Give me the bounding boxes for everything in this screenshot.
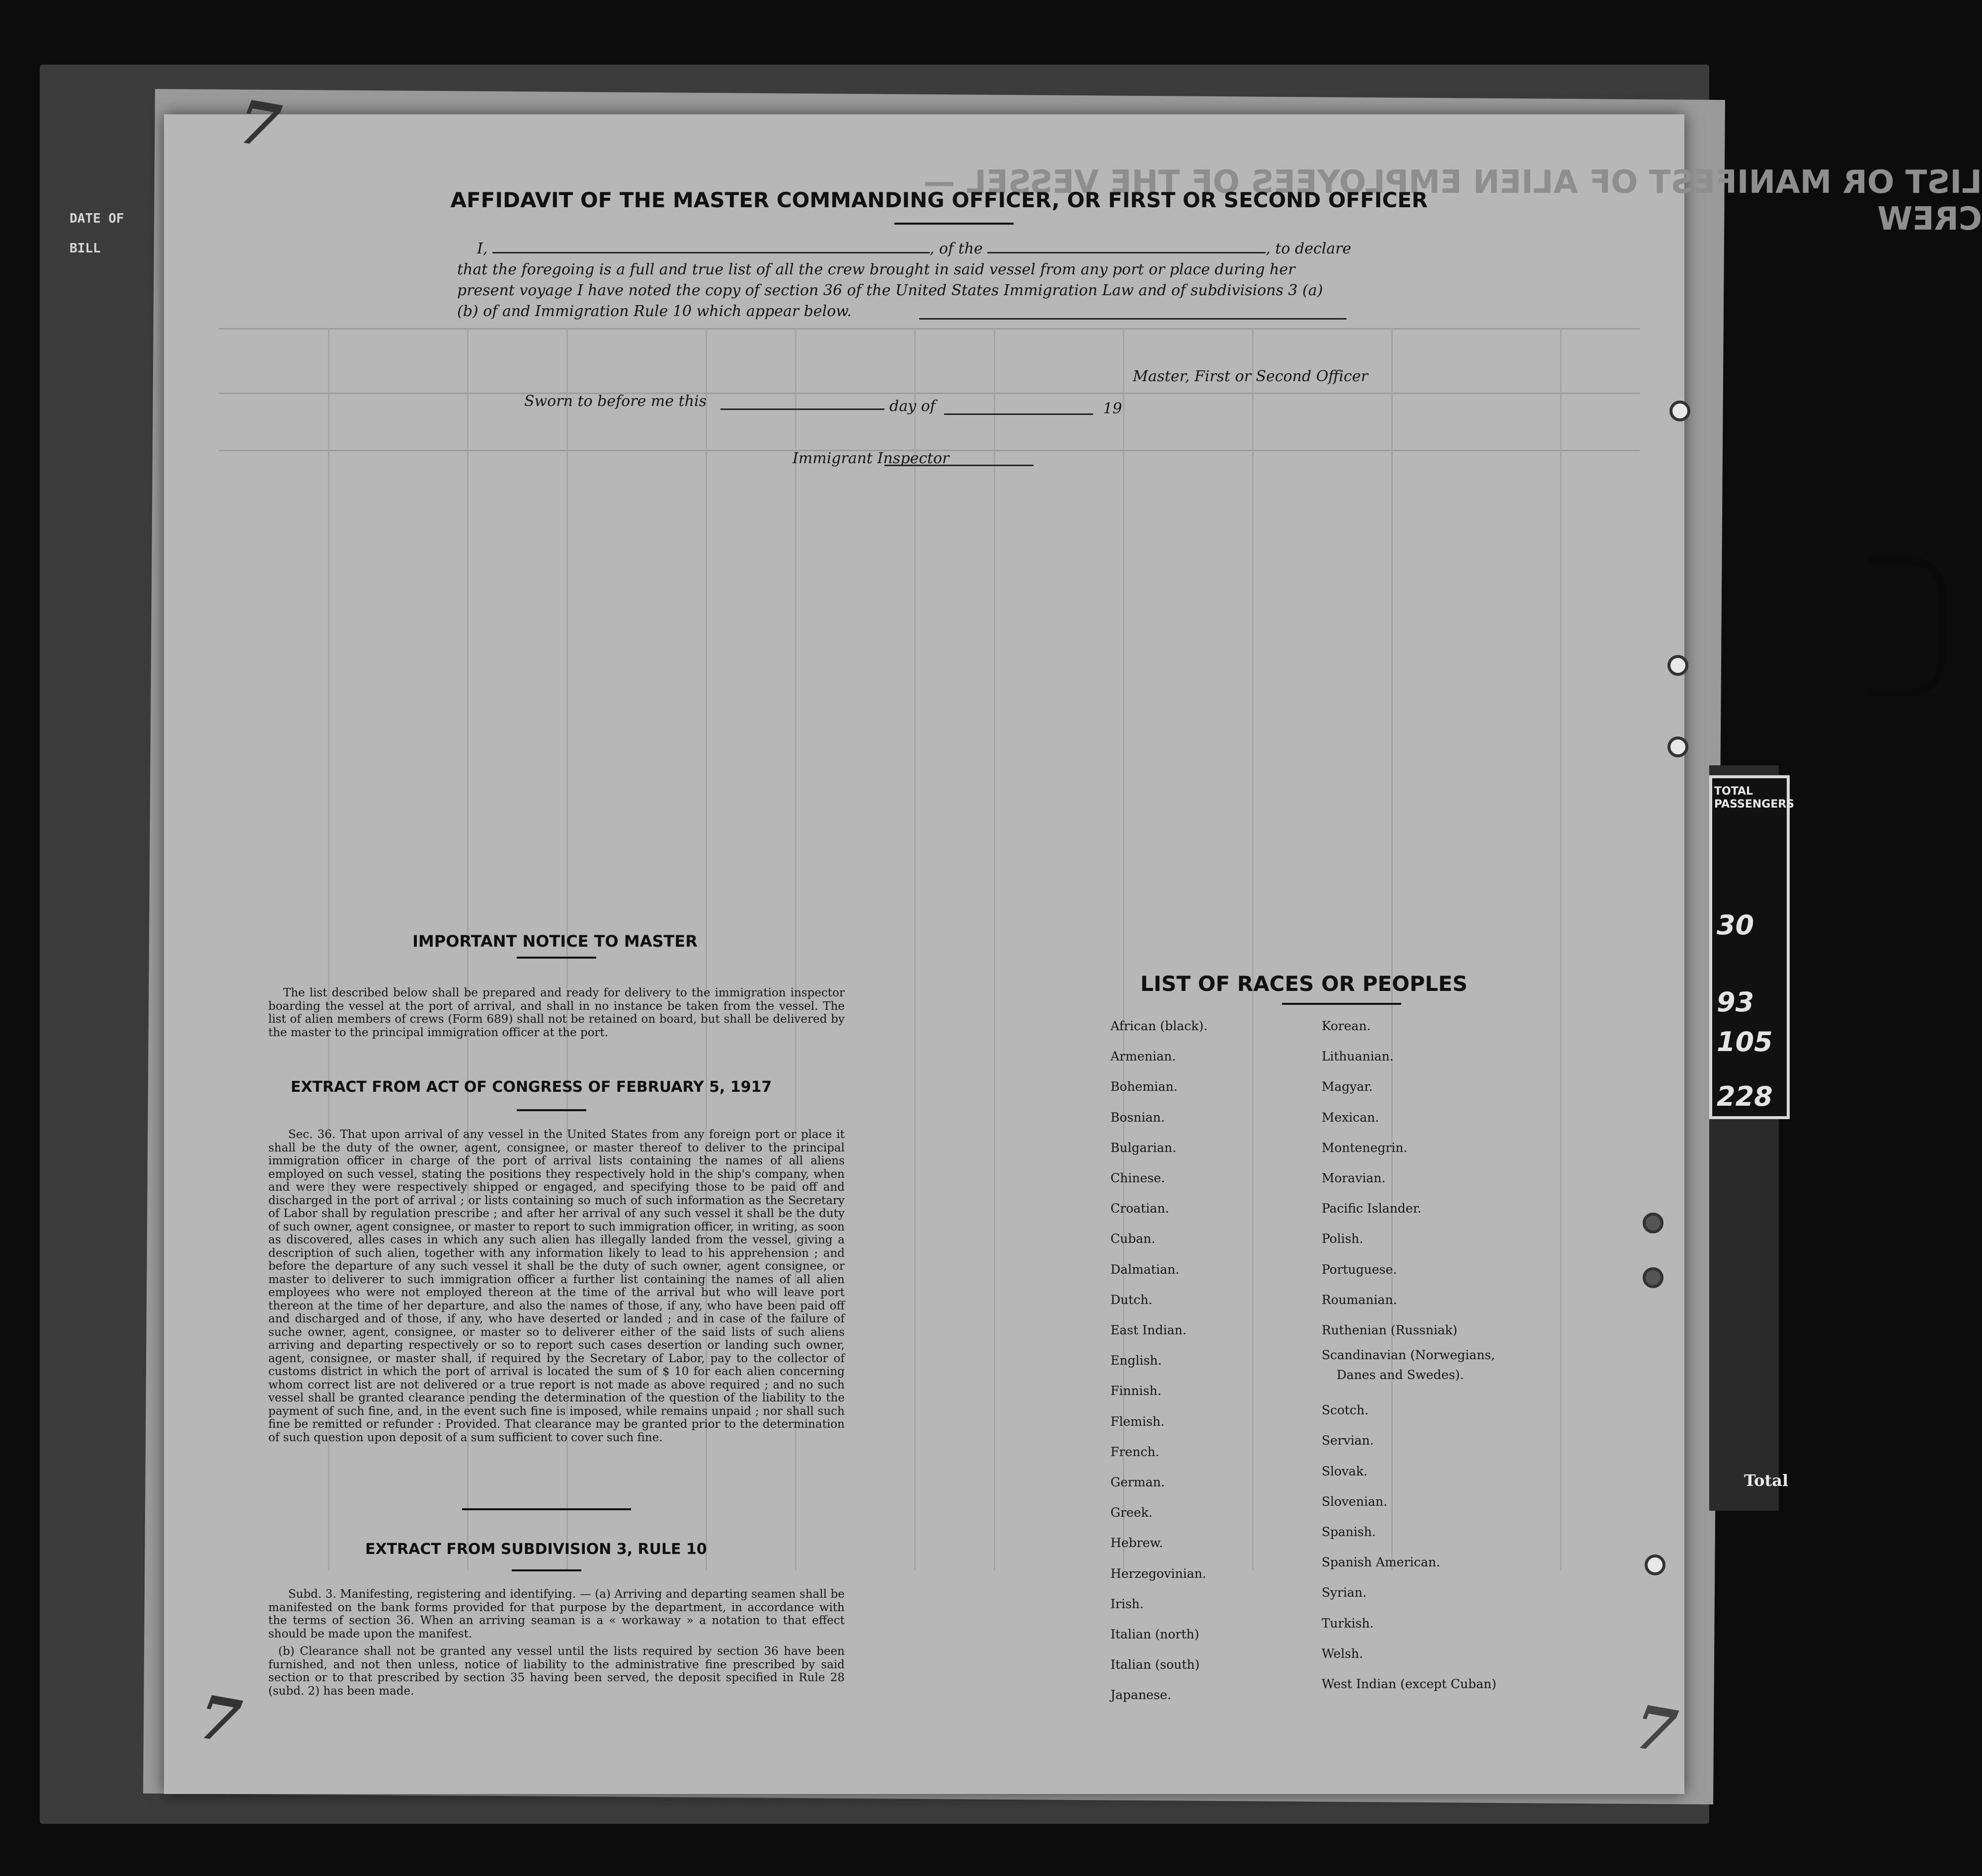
rule-heading-rule bbox=[512, 1569, 581, 1571]
master-label: Master, First or Second Officer bbox=[1133, 368, 1368, 385]
act-text: Sec. 36. That upon arrival of any vessel in the United States from any foreign port or place it shall be the duty of the owner, agent, consignee, or master thereof to deliver to the principal immigration officer in charge of the port of arrival lists containing the names of all aliens employed on such vessel, stating the positions they respectively hold in the ship's company, when and were they were respectively shipped or engaged, and specifying those to be paid off and discharged in the port of arrival ; or lists containing so much of such information as the Secretary of Labor shall by regulation prescribe ; and after her arrival of any such vessel it shall be the duty of such owner, agent consignee, or master to report to such immigration officer, in writing, as soon as discovered, alles cases in which any such alien has illegally landed from the vessel, giving a description of such alien, together with any information likely to lead to his apprehension ; and before the departure of any such vessel it shall be the duty of such owner, agent consignee, or master to deliverer to such immigration officer a further list containing the names of all alien employees who were not employed thereon at the time of the arrival but who will leave port thereon at the time of her departure, and also the names of those, if any, who have been paid off and discharged and of those, if any, who have deserted or landed ; and in case of the failure of suche owner, agent, consignee, or master so to deliverer either of the said lists of such aliens arriving and departing respectively or so to report such cases desertion or landing such owner, agent, consignee, or master shall, if required by the Secretary of Labor, pay to the collector of customs district in which the port of arrival is located the sum of $ 10 for each alien concerning whom correct list are not delivered or a true report is not made as above required ; and no such vessel shall be granted clearance pending the determination of the question of the liability to the payment of such fine, and, in the event such fine is imposed, while remains unpaid ; nor shall such fine be remitted or refunder : Provided. That clearance may be granted prior to the determination of such question upon deposit of a sum sufficient to cover such fine. bbox=[268, 1128, 845, 1444]
notice-text: The list described below shall be prepared and ready for delivery to the immigration inspector boarding the vessel at the port of arrival, and shall in no instance be taken from the vessel. The list of alien members of crews (Form 689) shall not be retained on board, but shall be delivered by the master to the principal immigration officer at the port. bbox=[268, 986, 845, 1039]
race-item: Finnish. bbox=[1110, 1384, 1162, 1398]
month-blank[interactable] bbox=[944, 413, 1093, 415]
race-item: Croatian. bbox=[1110, 1201, 1170, 1216]
name-blank[interactable] bbox=[492, 252, 930, 253]
notice-heading: IMPORTANT NOTICE TO MASTER bbox=[412, 932, 698, 951]
race-item: Syrian. bbox=[1322, 1585, 1367, 1600]
sworn-label: Sworn to before me this bbox=[524, 393, 707, 410]
affidavit-line-2: that the foregoing is a full and true list of all the crew brought in said vessel from any port or place during her bbox=[457, 261, 1295, 278]
race-item: Moravian. bbox=[1322, 1171, 1386, 1186]
title-rule bbox=[894, 223, 1014, 225]
affidavit-line-4: (b) of and Immigration Rule 10 which appear below. bbox=[457, 303, 852, 320]
tally-total-label: Total bbox=[1744, 1471, 1789, 1490]
race-item: Scandinavian (Norwegians, bbox=[1322, 1348, 1495, 1363]
day-of-label: day of bbox=[889, 398, 936, 415]
stamp-line-1: DATE OF bbox=[70, 211, 124, 226]
signature-line bbox=[919, 318, 1347, 320]
page-number-bottom-right: 7 bbox=[1629, 1691, 1682, 1768]
race-item: Italian (south) bbox=[1110, 1657, 1200, 1672]
race-item: East Indian. bbox=[1110, 1323, 1187, 1338]
race-item: Irish. bbox=[1110, 1596, 1144, 1611]
races-rule bbox=[1282, 1003, 1401, 1005]
race-item: Turkish. bbox=[1322, 1616, 1374, 1631]
race-item: West Indian (except Cuban) bbox=[1322, 1677, 1497, 1692]
race-item: Roumanian. bbox=[1322, 1292, 1397, 1307]
race-item: Cuban. bbox=[1110, 1231, 1156, 1246]
race-item: Flemish. bbox=[1110, 1414, 1165, 1429]
ghost-rule bbox=[219, 393, 1640, 394]
act-rule bbox=[517, 1109, 586, 1111]
race-item: Welsh. bbox=[1322, 1646, 1363, 1661]
date-of-bill-stamp bbox=[70, 204, 144, 263]
punch-hole bbox=[1667, 655, 1688, 676]
race-item: Greek. bbox=[1110, 1505, 1153, 1520]
punch-hole bbox=[1669, 401, 1690, 421]
race-item: Bulgarian. bbox=[1110, 1140, 1177, 1155]
race-item: Spanish American. bbox=[1322, 1555, 1440, 1570]
tally-card-label: TOTAL PASSENGERS bbox=[1714, 785, 1795, 811]
vessel-blank[interactable] bbox=[987, 252, 1266, 253]
race-item: Lithuanian. bbox=[1322, 1049, 1394, 1064]
race-item: Danes and Swedes). bbox=[1337, 1368, 1464, 1383]
page-number-bottom: 7 bbox=[193, 1681, 246, 1758]
punch-hole bbox=[1667, 736, 1688, 757]
tally-value: 93 bbox=[1717, 986, 1754, 1018]
affidavit-line-3: present voyage I have noted the copy of section 36 of the United States Immigration Law and of subdivisions 3 (a) bbox=[457, 282, 1323, 299]
aff-i: I, bbox=[477, 240, 488, 257]
race-item: Armenian. bbox=[1110, 1049, 1176, 1064]
race-item: Dutch. bbox=[1110, 1292, 1153, 1307]
race-item: Korean. bbox=[1322, 1019, 1371, 1033]
race-item: Portuguese. bbox=[1322, 1262, 1397, 1277]
race-item: Slovak. bbox=[1322, 1464, 1368, 1478]
inspector-blank[interactable] bbox=[884, 465, 1033, 466]
race-item: Scotch. bbox=[1322, 1403, 1369, 1418]
race-item: Pacific Islander. bbox=[1322, 1201, 1422, 1216]
sworn-day-blank[interactable] bbox=[720, 408, 884, 410]
stamp-line-2: BILL bbox=[70, 241, 101, 256]
race-item: French. bbox=[1110, 1444, 1160, 1459]
race-item: Hebrew. bbox=[1110, 1536, 1163, 1550]
tally-value: 105 bbox=[1717, 1026, 1773, 1058]
ghost-form-title: LIST OR MANIFEST OF ALIEN EMPLOYEES OF THE VESSEL — CREW bbox=[923, 164, 1982, 238]
race-item: Dalmatian. bbox=[1110, 1262, 1180, 1277]
affidavit-title: AFFIDAVIT OF THE MASTER COMMANDING OFFICER, OR FIRST OR SECOND OFFICER bbox=[450, 188, 1428, 212]
rule-heading: EXTRACT FROM SUBDIVISION 3, RULE 10 bbox=[365, 1541, 707, 1558]
race-item: Slovenian. bbox=[1322, 1494, 1388, 1509]
aff-declare: , to declare bbox=[1266, 240, 1351, 257]
tally-value: 30 bbox=[1717, 909, 1754, 941]
page-number-top: 7 bbox=[233, 86, 286, 163]
race-item: Herzegovinian. bbox=[1110, 1566, 1206, 1581]
race-item: Polish. bbox=[1322, 1231, 1363, 1246]
act-end-rule bbox=[462, 1508, 631, 1510]
tally-value: 228 bbox=[1717, 1081, 1773, 1112]
aff-of: , of the bbox=[929, 240, 983, 257]
ghost-column-line bbox=[914, 328, 916, 1570]
races-heading: LIST OF RACES OR PEOPLES bbox=[1140, 972, 1468, 996]
race-item: German. bbox=[1110, 1475, 1165, 1490]
ghost-column-line bbox=[994, 328, 995, 1570]
race-item: Mexican. bbox=[1322, 1110, 1379, 1125]
race-item: Ruthenian (Russniak) bbox=[1322, 1323, 1458, 1338]
races-right-column bbox=[1322, 1011, 1699, 1699]
tally-card bbox=[1709, 775, 1795, 1119]
race-item: Magyar. bbox=[1322, 1079, 1373, 1094]
inspector-label: Immigrant Inspector bbox=[793, 450, 950, 467]
race-item: English. bbox=[1110, 1353, 1162, 1368]
race-item: African (black). bbox=[1110, 1019, 1208, 1033]
act-heading: EXTRACT FROM ACT OF CONGRESS OF FEBRUARY 5, 1917 bbox=[291, 1078, 772, 1096]
rule-text-a: Subd. 3. Manifesting, registering and identifying. — (a) Arriving and departing seamen shall be manifested on the bank forms provided for that purpose by the department, in accordance with the terms of section 36. When an arriving seaman is a « workaway » a notation to that effect should be made upon the manifest. bbox=[268, 1588, 845, 1640]
affidavit-line-1 bbox=[457, 239, 1401, 259]
race-item: Chinese. bbox=[1110, 1171, 1165, 1186]
notice-rule bbox=[517, 957, 596, 959]
race-item: Servian. bbox=[1322, 1433, 1374, 1448]
ghost-rule bbox=[219, 328, 1640, 329]
margin-note-3 bbox=[1868, 557, 1946, 697]
race-item: Spanish. bbox=[1322, 1525, 1376, 1540]
race-item: Montenegrin. bbox=[1322, 1140, 1408, 1155]
race-item: Japanese. bbox=[1110, 1688, 1172, 1703]
year-label: 19 bbox=[1103, 400, 1122, 417]
race-item: Italian (north) bbox=[1110, 1627, 1199, 1642]
rule-text-b: (b) Clearance shall not be granted any vessel until the lists required by section 36 have been furnished, and not then unless, notice of liability to the administrative fine prescribed by said section or to that prescribed by section 35 having been served, the deposit specified in Rule 28 (subd. 2) has been made. bbox=[268, 1645, 845, 1698]
affidavit-text bbox=[457, 239, 1401, 322]
race-item: Bosnian. bbox=[1110, 1110, 1165, 1125]
race-item: Bohemian. bbox=[1110, 1079, 1178, 1094]
